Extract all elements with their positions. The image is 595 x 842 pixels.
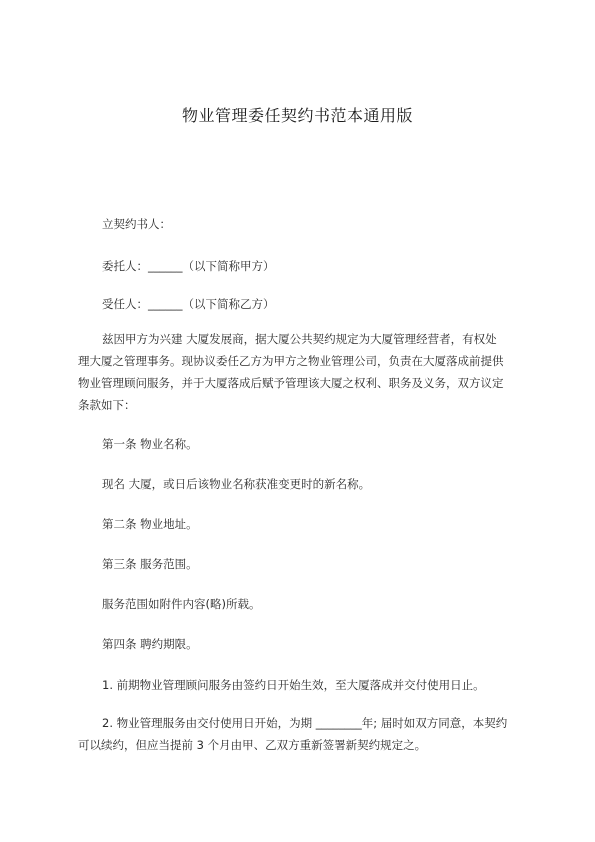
article-4-item-2 [78, 712, 518, 756]
article-4-item-2-line-2: 可以续约，但应当提前 3 个月由甲、乙双方重新签署新契约规定之。 [78, 738, 427, 752]
article-4-item-2-line-1: 2. 物业管理服务由交付使用日开始，为期 ________年; 届时如双方同意，本契约 [102, 716, 508, 730]
agent-line: 受任人：______（以下简称乙方） [102, 297, 275, 311]
intro-line-1: 兹因甲方为兴建 大厦发展商，据大厦公共契约规定为大厦管理经营者，有权处 [102, 332, 497, 346]
client-line: 委托人：______（以下简称甲方） [102, 259, 275, 273]
article-4-item-1: 1. 前期物业管理顾问服务由签约日开始生效，至大厦落成并交付使用日止。 [102, 678, 485, 692]
intro-line-4: 条款如下： [78, 398, 136, 412]
article-3-text: 服务范围如附件内容(略)所载。 [102, 597, 261, 611]
article-1-text: 现名 大厦，或日后该物业名称获准变更时的新名称。 [102, 477, 371, 491]
article-2-heading: 第二条 物业地址。 [102, 517, 198, 531]
article-4-heading: 第四条 聘约期限。 [102, 637, 198, 651]
signer-line: 立契约书人： [102, 217, 171, 231]
intro-line-2: 理大厦之管理事务。现协议委任乙方为甲方之物业管理公司，负责在大厦落成前提供 [78, 354, 504, 368]
article-3-heading: 第三条 服务范围。 [102, 557, 198, 571]
intro-paragraph [78, 328, 518, 416]
document-title: 物业管理委任契约书范本通用版 [181, 106, 413, 125]
article-1-heading: 第一条 物业名称。 [102, 437, 198, 451]
intro-line-3: 物业管理顾问服务，并于大厦落成后赋予管理该大厦之权利、职务及义务，双方议定 [78, 376, 504, 390]
